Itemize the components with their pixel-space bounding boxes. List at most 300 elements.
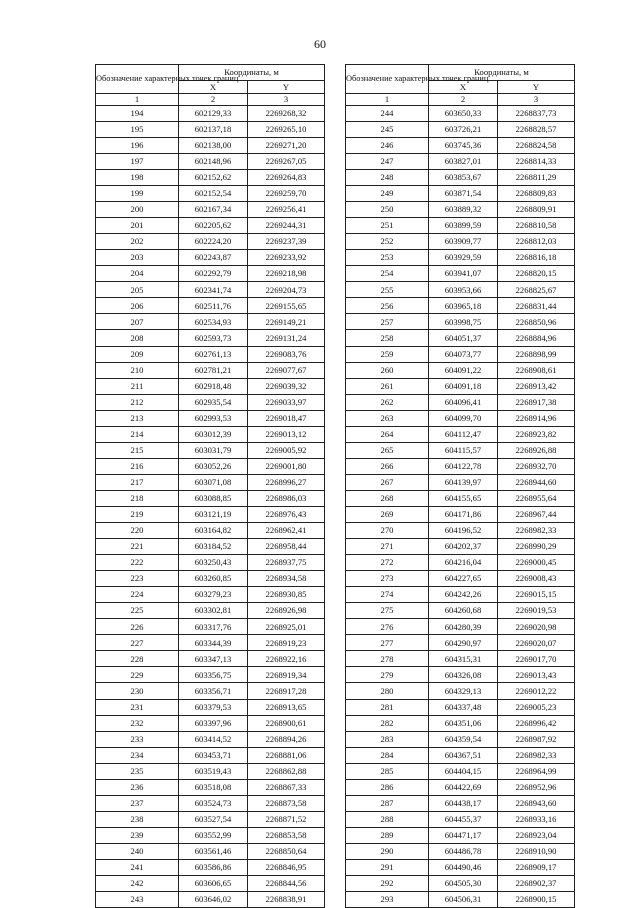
point-id-cell: 289 xyxy=(346,827,429,843)
table-row xyxy=(96,346,325,362)
point-id-cell: 282 xyxy=(346,715,429,731)
x-coordinate-cell: 603031,79 xyxy=(179,442,248,458)
y-coordinate-cell: 2268837,73 xyxy=(498,105,575,121)
x-coordinate-cell: 604112,47 xyxy=(429,426,498,442)
coordinates-header: Координаты, м xyxy=(179,65,325,81)
table-row xyxy=(346,218,575,234)
y-coordinate-cell: 2268913,65 xyxy=(248,699,325,715)
y-coordinate-cell: 2268820,15 xyxy=(498,266,575,282)
point-id-cell: 232 xyxy=(96,715,179,731)
y-coordinate-cell: 2268919,23 xyxy=(248,635,325,651)
table-row xyxy=(96,555,325,571)
x-coordinate-cell: 604486,78 xyxy=(429,843,498,859)
x-coordinate-cell: 604227,65 xyxy=(429,571,498,587)
x-coordinate-cell: 602511,76 xyxy=(179,298,248,314)
point-id-cell: 202 xyxy=(96,234,179,250)
table-row xyxy=(346,715,575,731)
table-row xyxy=(96,202,325,218)
table-row xyxy=(346,747,575,763)
y-coordinate-cell: 2268894,26 xyxy=(248,731,325,747)
x-coordinate-cell: 604139,97 xyxy=(429,474,498,490)
table-row xyxy=(96,571,325,587)
point-id-cell: 210 xyxy=(96,362,179,378)
point-id-cell: 209 xyxy=(96,346,179,362)
y-coordinate-cell: 2269013,43 xyxy=(498,667,575,683)
y-coordinate-cell: 2269131,24 xyxy=(248,330,325,346)
y-coordinate-cell: 2268867,33 xyxy=(248,779,325,795)
point-id-cell: 272 xyxy=(346,555,429,571)
x-coordinate-cell: 603889,32 xyxy=(429,202,498,218)
point-id-cell: 196 xyxy=(96,137,179,153)
table-row xyxy=(96,442,325,458)
table-row xyxy=(96,298,325,314)
x-coordinate-cell: 604280,39 xyxy=(429,619,498,635)
y-coordinate-cell: 2268900,61 xyxy=(248,715,325,731)
point-id-cell: 273 xyxy=(346,571,429,587)
y-coordinate-cell: 2269008,43 xyxy=(498,571,575,587)
point-id-cell: 284 xyxy=(346,747,429,763)
y-coordinate-cell: 2268812,03 xyxy=(498,234,575,250)
column-number: 3 xyxy=(248,94,325,106)
x-coordinate-cell: 603088,85 xyxy=(179,490,248,506)
table-row xyxy=(96,282,325,298)
table-row xyxy=(346,539,575,555)
table-row xyxy=(346,137,575,153)
x-coordinate-cell: 604096,41 xyxy=(429,394,498,410)
y-coordinate-cell: 2268814,33 xyxy=(498,153,575,169)
point-id-cell: 242 xyxy=(96,876,179,892)
table-row xyxy=(96,635,325,651)
x-coordinate-cell: 603726,21 xyxy=(429,121,498,137)
table-row xyxy=(96,683,325,699)
y-coordinate-cell: 2268982,33 xyxy=(498,523,575,539)
x-coordinate-cell: 603646,02 xyxy=(179,892,248,908)
coordinates-table-left xyxy=(95,64,325,908)
y-coordinate-cell: 2268926,88 xyxy=(498,442,575,458)
y-coordinate-cell: 2268917,28 xyxy=(248,683,325,699)
y-coordinate-cell: 2268962,41 xyxy=(248,523,325,539)
table-row xyxy=(96,667,325,683)
y-coordinate-cell: 2268809,83 xyxy=(498,186,575,202)
table-row xyxy=(96,731,325,747)
table-row xyxy=(346,378,575,394)
y-coordinate-cell: 2268825,67 xyxy=(498,282,575,298)
x-coordinate-cell: 604471,17 xyxy=(429,827,498,843)
point-id-cell: 278 xyxy=(346,651,429,667)
y-coordinate-cell: 2268824,58 xyxy=(498,137,575,153)
point-id-cell: 206 xyxy=(96,298,179,314)
point-id-cell: 222 xyxy=(96,555,179,571)
point-id-cell: 231 xyxy=(96,699,179,715)
y-coordinate-cell: 2269020,07 xyxy=(498,635,575,651)
point-id-cell: 244 xyxy=(346,105,429,121)
x-coordinate-cell: 602781,21 xyxy=(179,362,248,378)
x-coordinate-cell: 602129,33 xyxy=(179,105,248,121)
point-id-cell: 249 xyxy=(346,186,429,202)
table-row xyxy=(346,394,575,410)
point-id-cell: 243 xyxy=(96,892,179,908)
y-coordinate-cell: 2268967,44 xyxy=(498,506,575,522)
table-row xyxy=(346,587,575,603)
x-coordinate-cell: 602148,96 xyxy=(179,153,248,169)
y-coordinate-cell: 2268862,88 xyxy=(248,763,325,779)
y-coordinate-cell: 2269012,22 xyxy=(498,683,575,699)
point-id-cell: 246 xyxy=(346,137,429,153)
table-row xyxy=(96,506,325,522)
x-coordinate-cell: 604438,17 xyxy=(429,795,498,811)
table-row xyxy=(346,153,575,169)
point-id-cell: 214 xyxy=(96,426,179,442)
table-row xyxy=(346,121,575,137)
x-coordinate-cell: 603347,13 xyxy=(179,651,248,667)
table-row xyxy=(346,667,575,683)
x-coordinate-cell: 604315,31 xyxy=(429,651,498,667)
table-row xyxy=(346,683,575,699)
table-row xyxy=(96,314,325,330)
x-coordinate-cell: 603250,43 xyxy=(179,555,248,571)
y-coordinate-cell: 2268926,98 xyxy=(248,603,325,619)
x-coordinate-cell: 602534,93 xyxy=(179,314,248,330)
table-row xyxy=(346,202,575,218)
x-coordinate-cell: 602292,79 xyxy=(179,266,248,282)
y-coordinate-cell: 2268925,01 xyxy=(248,619,325,635)
y-coordinate-cell: 2268871,52 xyxy=(248,811,325,827)
y-coordinate-cell: 2269271,20 xyxy=(248,137,325,153)
y-coordinate-cell: 2269268,32 xyxy=(248,105,325,121)
y-coordinate-cell: 2268850,96 xyxy=(498,314,575,330)
x-coordinate-cell: 602341,74 xyxy=(179,282,248,298)
table-row xyxy=(96,651,325,667)
x-coordinate-cell: 603414,52 xyxy=(179,731,248,747)
point-id-cell: 280 xyxy=(346,683,429,699)
column-number: 3 xyxy=(498,94,575,106)
point-id-cell: 199 xyxy=(96,186,179,202)
table-row xyxy=(96,378,325,394)
point-id-cell: 241 xyxy=(96,860,179,876)
table-row xyxy=(346,105,575,121)
table-row xyxy=(346,410,575,426)
table-row xyxy=(346,282,575,298)
table-body xyxy=(346,105,575,907)
x-coordinate-cell: 603184,52 xyxy=(179,539,248,555)
y-coordinate-cell: 2268955,64 xyxy=(498,490,575,506)
point-id-cell: 287 xyxy=(346,795,429,811)
x-coordinate-cell: 604506,31 xyxy=(429,892,498,908)
point-id-cell: 277 xyxy=(346,635,429,651)
y-coordinate-cell: 2268964,99 xyxy=(498,763,575,779)
table-row xyxy=(346,266,575,282)
point-id-cell: 245 xyxy=(346,121,429,137)
y-coordinate-cell: 2268909,17 xyxy=(498,860,575,876)
x-coordinate-cell: 604359,54 xyxy=(429,731,498,747)
point-id-cell: 292 xyxy=(346,876,429,892)
x-coordinate-cell: 603965,18 xyxy=(429,298,498,314)
x-coordinate-cell: 604091,22 xyxy=(429,362,498,378)
point-id-cell: 197 xyxy=(96,153,179,169)
y-coordinate-cell: 2269267,05 xyxy=(248,153,325,169)
point-id-cell: 207 xyxy=(96,314,179,330)
table-row xyxy=(96,619,325,635)
point-id-cell: 220 xyxy=(96,523,179,539)
table-row xyxy=(96,795,325,811)
point-id-cell: 234 xyxy=(96,747,179,763)
point-id-cell: 281 xyxy=(346,699,429,715)
table-row xyxy=(346,426,575,442)
x-coordinate-cell: 603929,59 xyxy=(429,250,498,266)
table-row xyxy=(346,860,575,876)
y-coordinate-cell: 2268838,91 xyxy=(248,892,325,908)
table-row xyxy=(346,490,575,506)
x-coordinate-cell: 602993,53 xyxy=(179,410,248,426)
x-coordinate-cell: 603853,67 xyxy=(429,169,498,185)
y-coordinate-cell: 2268917,38 xyxy=(498,394,575,410)
table-row xyxy=(346,603,575,619)
page-number: 60 xyxy=(314,37,326,51)
point-id-cell: 276 xyxy=(346,619,429,635)
x-header: X xyxy=(179,81,248,94)
table-row xyxy=(346,523,575,539)
point-id-cell: 291 xyxy=(346,860,429,876)
x-coordinate-cell: 603650,33 xyxy=(429,105,498,121)
table-row xyxy=(346,843,575,859)
table-row xyxy=(96,266,325,282)
point-id-cell: 240 xyxy=(96,843,179,859)
table-row xyxy=(96,410,325,426)
point-id-cell: 267 xyxy=(346,474,429,490)
y-coordinate-cell: 2268853,58 xyxy=(248,827,325,843)
table-row xyxy=(96,539,325,555)
y-coordinate-cell: 2269015,15 xyxy=(498,587,575,603)
point-id-cell: 259 xyxy=(346,346,429,362)
y-coordinate-cell: 2268908,61 xyxy=(498,362,575,378)
point-id-cell: 198 xyxy=(96,169,179,185)
designation-header: Обозначение характерных точек границ xyxy=(346,65,429,94)
y-coordinate-cell: 2268902,37 xyxy=(498,876,575,892)
x-coordinate-cell: 603519,43 xyxy=(179,763,248,779)
point-id-cell: 195 xyxy=(96,121,179,137)
y-coordinate-cell: 2268996,27 xyxy=(248,474,325,490)
table-row xyxy=(96,121,325,137)
x-coordinate-cell: 604329,13 xyxy=(429,683,498,699)
table-row xyxy=(346,346,575,362)
x-coordinate-cell: 602593,73 xyxy=(179,330,248,346)
y-coordinate-cell: 2269005,92 xyxy=(248,442,325,458)
point-id-cell: 258 xyxy=(346,330,429,346)
y-coordinate-cell: 2269077,67 xyxy=(248,362,325,378)
table-row xyxy=(96,330,325,346)
x-coordinate-cell: 602138,00 xyxy=(179,137,248,153)
table-row xyxy=(346,234,575,250)
table-row xyxy=(346,571,575,587)
table-row xyxy=(346,795,575,811)
x-coordinate-cell: 603953,66 xyxy=(429,282,498,298)
point-id-cell: 268 xyxy=(346,490,429,506)
point-id-cell: 218 xyxy=(96,490,179,506)
y-coordinate-cell: 2269244,31 xyxy=(248,218,325,234)
x-coordinate-cell: 603453,71 xyxy=(179,747,248,763)
x-coordinate-cell: 604404,15 xyxy=(429,763,498,779)
table-row xyxy=(346,651,575,667)
y-coordinate-cell: 2268811,29 xyxy=(498,169,575,185)
point-id-cell: 204 xyxy=(96,266,179,282)
y-coordinate-cell: 2269204,73 xyxy=(248,282,325,298)
point-id-cell: 266 xyxy=(346,458,429,474)
x-coordinate-cell: 604260,68 xyxy=(429,603,498,619)
point-id-cell: 223 xyxy=(96,571,179,587)
point-id-cell: 252 xyxy=(346,234,429,250)
point-id-cell: 283 xyxy=(346,731,429,747)
point-id-cell: 274 xyxy=(346,587,429,603)
x-coordinate-cell: 603164,82 xyxy=(179,523,248,539)
y-coordinate-cell: 2268922,16 xyxy=(248,651,325,667)
point-id-cell: 250 xyxy=(346,202,429,218)
x-coordinate-cell: 603552,99 xyxy=(179,827,248,843)
point-id-cell: 239 xyxy=(96,827,179,843)
table-row xyxy=(96,394,325,410)
point-id-cell: 228 xyxy=(96,651,179,667)
x-coordinate-cell: 603606,65 xyxy=(179,876,248,892)
point-id-cell: 219 xyxy=(96,506,179,522)
y-coordinate-cell: 2268996,42 xyxy=(498,715,575,731)
point-id-cell: 225 xyxy=(96,603,179,619)
y-coordinate-cell: 2269259,70 xyxy=(248,186,325,202)
point-id-cell: 211 xyxy=(96,378,179,394)
y-coordinate-cell: 2269013,12 xyxy=(248,426,325,442)
table-row xyxy=(96,699,325,715)
y-coordinate-cell: 2269039,32 xyxy=(248,378,325,394)
y-coordinate-cell: 2268933,16 xyxy=(498,811,575,827)
point-id-cell: 255 xyxy=(346,282,429,298)
y-coordinate-cell: 2268930,85 xyxy=(248,587,325,603)
table-row xyxy=(96,747,325,763)
column-number: 1 xyxy=(96,94,179,106)
y-coordinate-cell: 2268976,43 xyxy=(248,506,325,522)
x-coordinate-cell: 604490,46 xyxy=(429,860,498,876)
table-row xyxy=(96,474,325,490)
point-id-cell: 265 xyxy=(346,442,429,458)
y-coordinate-cell: 2269218,98 xyxy=(248,266,325,282)
point-id-cell: 269 xyxy=(346,506,429,522)
y-coordinate-cell: 2268919,34 xyxy=(248,667,325,683)
y-coordinate-cell: 2268873,58 xyxy=(248,795,325,811)
x-coordinate-cell: 602761,13 xyxy=(179,346,248,362)
point-id-cell: 262 xyxy=(346,394,429,410)
x-coordinate-cell: 602243,87 xyxy=(179,250,248,266)
x-coordinate-cell: 604242,26 xyxy=(429,587,498,603)
point-id-cell: 233 xyxy=(96,731,179,747)
x-coordinate-cell: 604155,65 xyxy=(429,490,498,506)
x-coordinate-cell: 603356,75 xyxy=(179,667,248,683)
y-coordinate-cell: 2269083,76 xyxy=(248,346,325,362)
point-id-cell: 279 xyxy=(346,667,429,683)
y-coordinate-cell: 2268850,64 xyxy=(248,843,325,859)
y-coordinate-cell: 2268923,04 xyxy=(498,827,575,843)
y-coordinate-cell: 2269233,92 xyxy=(248,250,325,266)
table-row xyxy=(346,763,575,779)
point-id-cell: 248 xyxy=(346,169,429,185)
point-id-cell: 194 xyxy=(96,105,179,121)
point-id-cell: 237 xyxy=(96,795,179,811)
table-row xyxy=(346,731,575,747)
x-coordinate-cell: 604337,48 xyxy=(429,699,498,715)
x-coordinate-cell: 604122,78 xyxy=(429,458,498,474)
y-coordinate-cell: 2268986,03 xyxy=(248,490,325,506)
point-id-cell: 288 xyxy=(346,811,429,827)
y-coordinate-cell: 2268884,96 xyxy=(498,330,575,346)
y-coordinate-cell: 2269020,98 xyxy=(498,619,575,635)
x-coordinate-cell: 603397,96 xyxy=(179,715,248,731)
y-coordinate-cell: 2268944,60 xyxy=(498,474,575,490)
x-coordinate-cell: 604202,37 xyxy=(429,539,498,555)
point-id-cell: 226 xyxy=(96,619,179,635)
x-coordinate-cell: 603871,54 xyxy=(429,186,498,202)
y-coordinate-cell: 2268913,42 xyxy=(498,378,575,394)
x-coordinate-cell: 603379,53 xyxy=(179,699,248,715)
table-row xyxy=(346,330,575,346)
x-coordinate-cell: 603909,77 xyxy=(429,234,498,250)
y-header: Y xyxy=(498,81,575,94)
x-coordinate-cell: 603586,86 xyxy=(179,860,248,876)
point-id-cell: 271 xyxy=(346,539,429,555)
table-row xyxy=(96,763,325,779)
point-id-cell: 236 xyxy=(96,779,179,795)
point-id-cell: 275 xyxy=(346,603,429,619)
point-id-cell: 224 xyxy=(96,587,179,603)
x-coordinate-cell: 604326,08 xyxy=(429,667,498,683)
table-row xyxy=(346,186,575,202)
x-coordinate-cell: 603317,76 xyxy=(179,619,248,635)
point-id-cell: 213 xyxy=(96,410,179,426)
x-coordinate-cell: 603561,46 xyxy=(179,843,248,859)
table-row xyxy=(96,137,325,153)
table-row xyxy=(346,506,575,522)
x-coordinate-cell: 603827,01 xyxy=(429,153,498,169)
y-coordinate-cell: 2268846,95 xyxy=(248,860,325,876)
point-id-cell: 247 xyxy=(346,153,429,169)
x-coordinate-cell: 604455,37 xyxy=(429,811,498,827)
point-id-cell: 254 xyxy=(346,266,429,282)
y-coordinate-cell: 2268881,06 xyxy=(248,747,325,763)
table-row xyxy=(96,362,325,378)
table-row xyxy=(96,153,325,169)
table-row xyxy=(346,779,575,795)
table-row xyxy=(346,442,575,458)
y-coordinate-cell: 2269155,65 xyxy=(248,298,325,314)
table-row xyxy=(96,169,325,185)
point-id-cell: 205 xyxy=(96,282,179,298)
y-coordinate-cell: 2269149,21 xyxy=(248,314,325,330)
column-number: 2 xyxy=(179,94,248,106)
x-coordinate-cell: 603524,73 xyxy=(179,795,248,811)
point-id-cell: 260 xyxy=(346,362,429,378)
y-coordinate-cell: 2269018,47 xyxy=(248,410,325,426)
table-row xyxy=(96,603,325,619)
table-row xyxy=(96,490,325,506)
table-row xyxy=(96,860,325,876)
y-coordinate-cell: 2268937,75 xyxy=(248,555,325,571)
x-coordinate-cell: 602935,54 xyxy=(179,394,248,410)
x-coordinate-cell: 604351,06 xyxy=(429,715,498,731)
x-coordinate-cell: 604505,30 xyxy=(429,876,498,892)
y-coordinate-cell: 2268810,58 xyxy=(498,218,575,234)
table-row xyxy=(346,699,575,715)
table-row xyxy=(96,827,325,843)
y-header: Y xyxy=(248,81,325,94)
y-coordinate-cell: 2269005,23 xyxy=(498,699,575,715)
y-coordinate-cell: 2269033,97 xyxy=(248,394,325,410)
x-header: X xyxy=(429,81,498,94)
x-coordinate-cell: 603941,07 xyxy=(429,266,498,282)
